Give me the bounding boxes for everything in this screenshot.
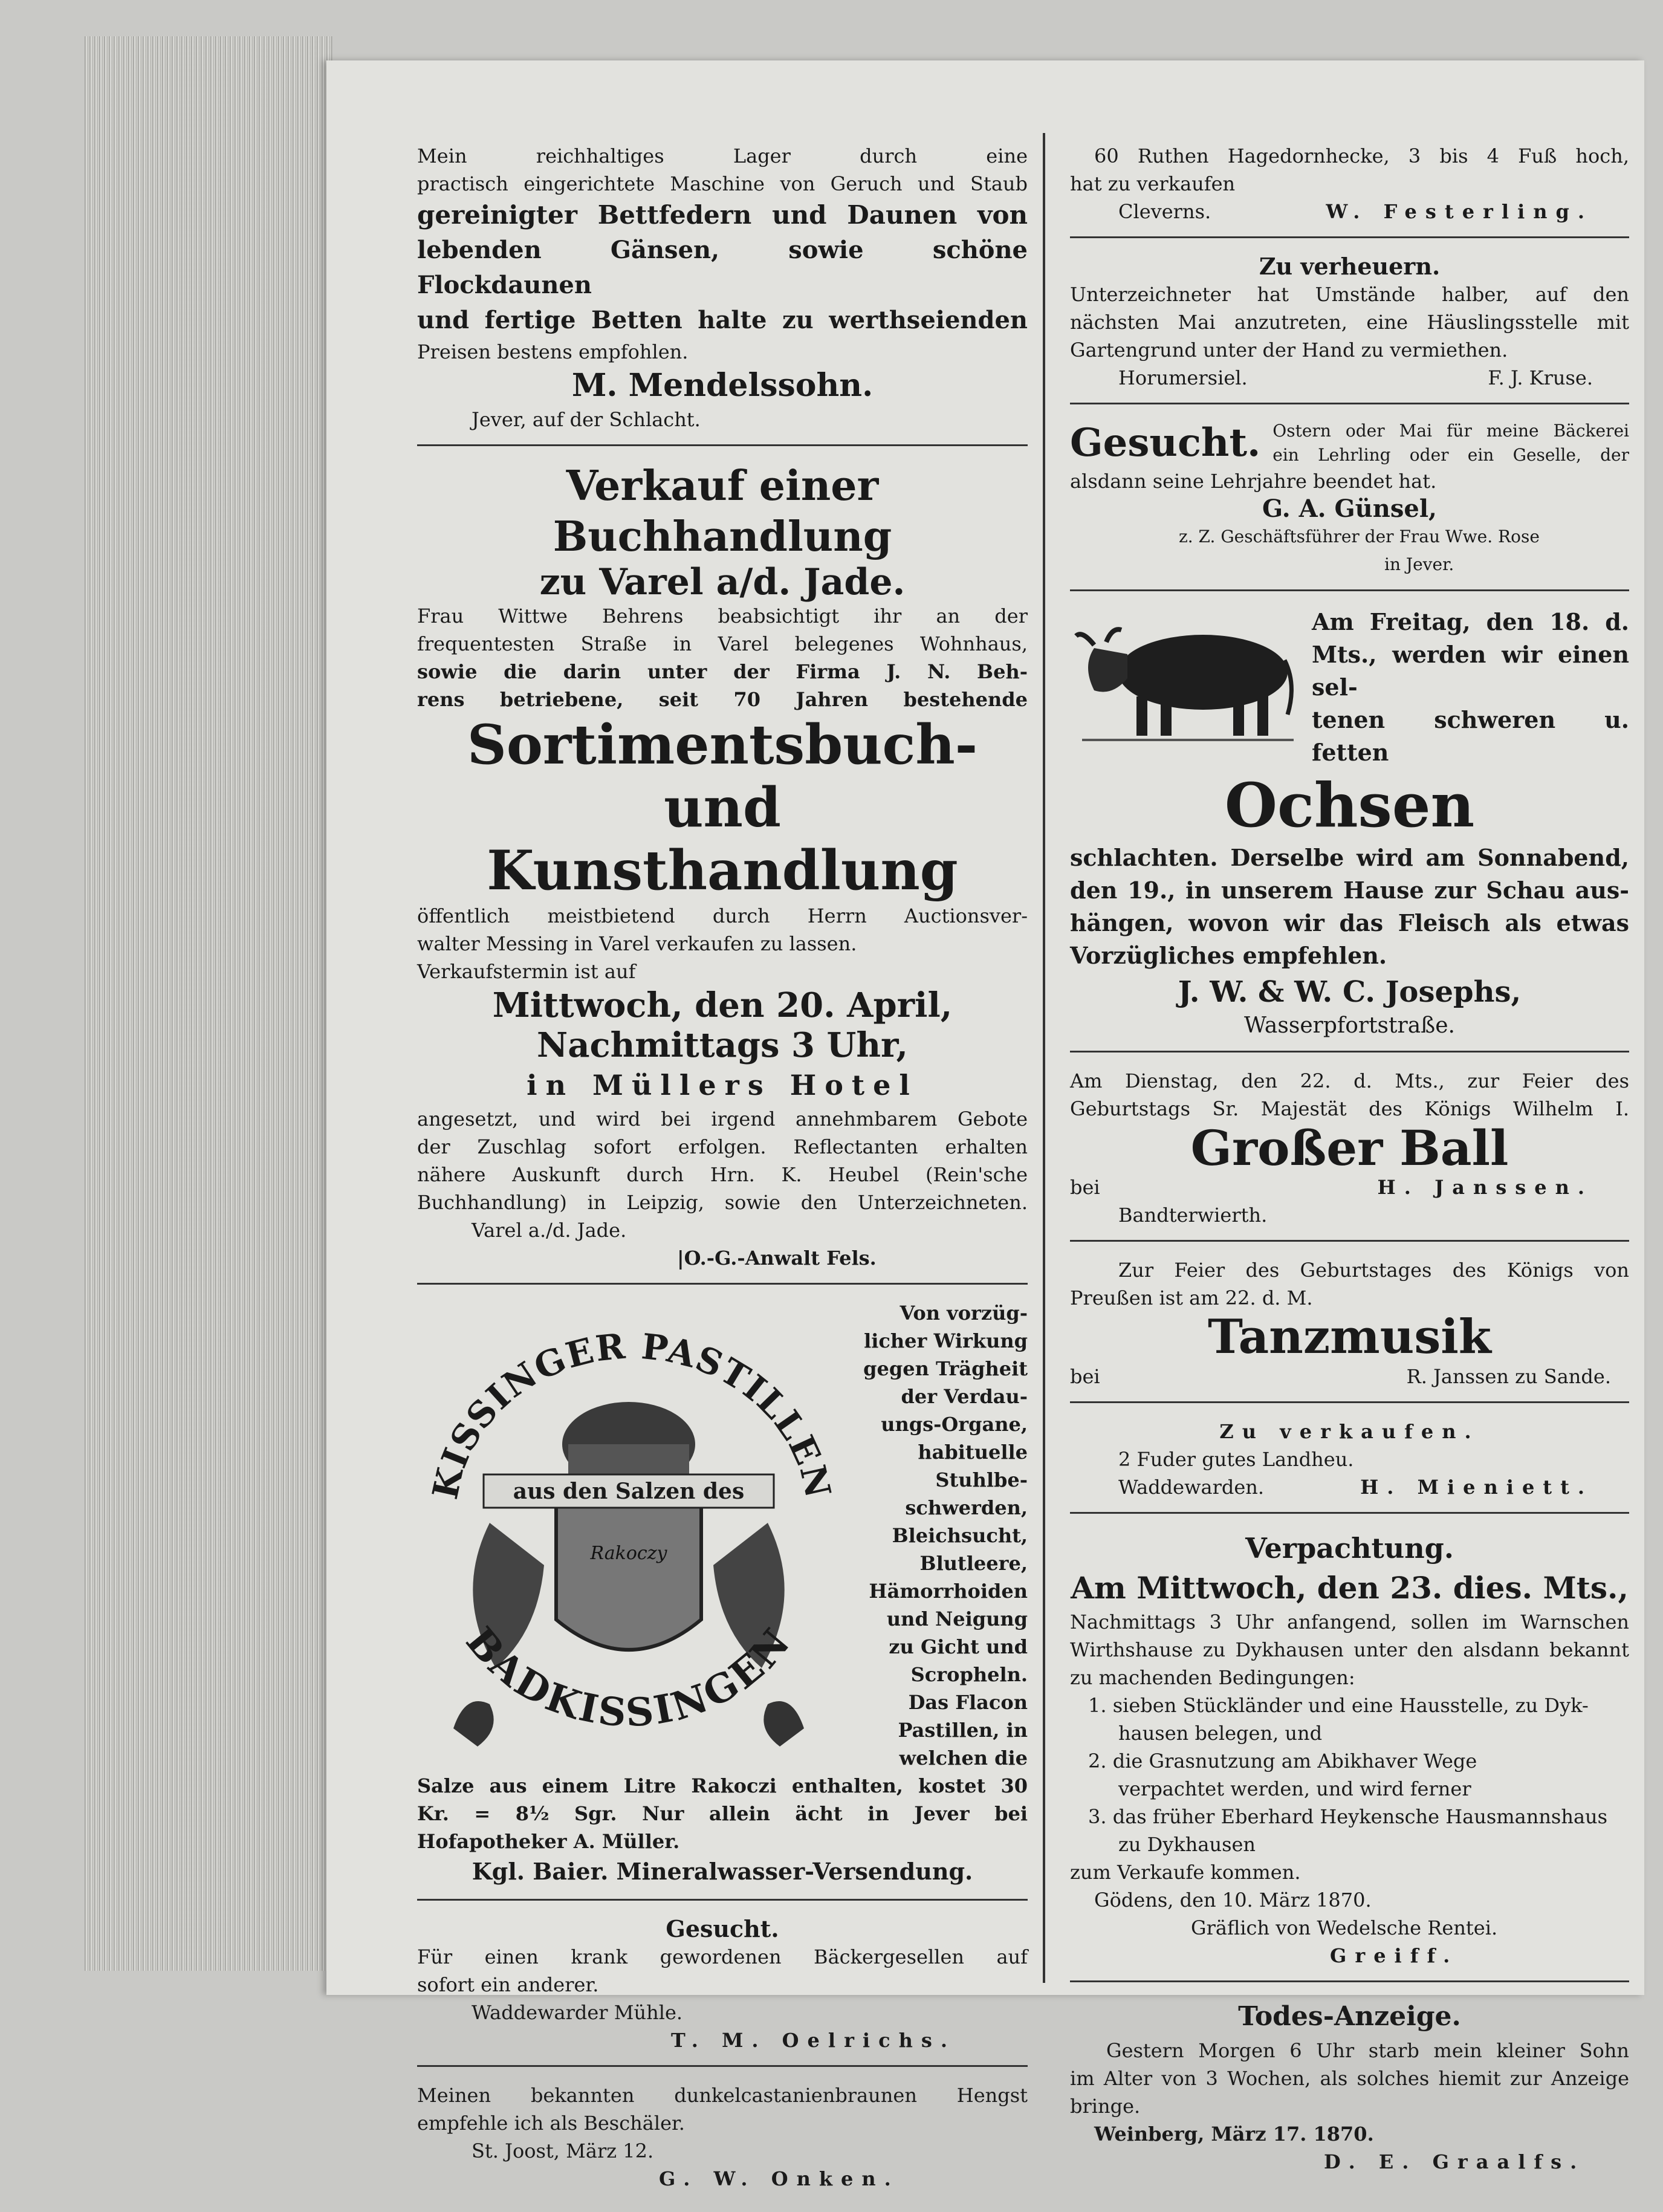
ad-signer: |O.-G.-Anwalt Fels. [677,1247,877,1270]
ad-tanzmusik [1070,1250,1629,1403]
ad-big-line: Sortimentsbuch- und [467,713,978,840]
emblem-bottom-text: BADKISSINGEN [456,1618,801,1736]
ad-line: ein Lehrling oder ein Geselle, der [1272,445,1629,465]
ad-big-line: Tanzmusik [1208,1309,1491,1364]
ad-line: im Alter von 3 Wochen, als solches hiemit zur Anzeige [1070,2067,1629,2090]
ad-line: welchen die [899,1747,1028,1769]
ad-title: Zu verheuern. [1259,253,1441,280]
ad-footer: Kgl. Baier. Mineralwasser-Versendung. [472,1858,973,1885]
ad-line: angesetzt, und wird bei irgend annehmbarem Gebote [417,1108,1028,1130]
ad-date: Mittwoch, den 20. April, [492,985,953,1025]
ad-signer: H. Mieniett. [1360,1476,1593,1499]
ad-line: hat zu verkaufen [1070,172,1236,195]
ad-name: M. Mendelssohn. [571,367,874,404]
ad-subtitle: zu Varel a/d. Jade. [539,561,906,603]
ad-place: Waddewarder Mühle. [472,2001,683,2024]
ox-icon [1070,612,1300,751]
ad-line: gereinigter Bettfedern und Daunen von [417,200,1028,230]
ad-date-line: Gödens, den 10. März 1870. [1094,1889,1372,1912]
ad-big-line: Kunsthandlung [487,838,958,903]
ad-signer: J. W. & W. C. Josephs, [1178,975,1522,1009]
ad-line: und fertige Betten halte zu werthseienden [417,306,1028,334]
newspaper-page [326,60,1644,2190]
ad-line: 2 Fuder gutes Landheu. [1118,1448,1354,1471]
ad-line: Pastillen, in [898,1719,1028,1742]
ad-line: Buchhandlung) in Leipzig, sowie den Unterzeichneten. [417,1191,1028,1214]
ad-title: Verkauf einer Buchhandlung [553,462,892,561]
ad-signer: W. Festerling. [1326,200,1593,223]
ad-date-line: Weinberg, März 17. 1870. [1094,2123,1374,2146]
ad-line: Scropheln. [910,1663,1028,1686]
left-column [417,136,1028,2212]
ad-line: zu machenden Bedingungen: [1070,1666,1355,1689]
ad-line: Verkaufstermin ist auf [417,960,636,983]
ad-line: Frau Wittwe Behrens beabsichtigt ihr an der [417,605,1028,628]
ad-line: ungs-Organe, [881,1413,1028,1436]
ad-list-item: 2. die Grasnutzung am Abikhaver Wege [1088,1750,1477,1773]
ad-signer-role: z. Z. Geschäftsführer der Frau Wwe. Rose [1179,527,1540,547]
ad-line: Am Dienstag, den 22. d. Mts., zur Feier des [1070,1069,1629,1092]
ad-signer: G. A. Günsel, [1262,495,1437,523]
ad-list-item: zu Dykhausen [1118,1833,1256,1856]
ad-line: Von vorzüg- [900,1302,1028,1325]
ad-title: Todes-Anzeige. [1238,2001,1461,2032]
ad-line: Zur Feier des Geburtstages des Königs von [1118,1259,1629,1282]
ad-signer: G. W. Onken. [659,2167,900,2190]
ad-line: der Zuschlag sofort erfolgen. Reflectanten erhalten [417,1135,1028,1158]
ad-place: Horumersiel. [1118,366,1248,389]
ad-line: Mts., werden wir einen sel- [1312,641,1629,701]
ad-gesucht-lehrling [1070,413,1629,591]
ad-line: Geburtstags Sr. Majestät des Königs Wilhelm I. [1070,1097,1629,1120]
ad-line: Gartengrund unter der Hand zu vermiethen. [1070,339,1508,362]
book-page-edges [85,36,332,1971]
ad-line: licher Wirkung [864,1329,1028,1352]
ad-place: Waddewarden. [1118,1476,1265,1499]
ad-kissinger [417,1293,1028,1901]
ad-line: sowie die darin unter der Firma J. N. Beh- [417,660,1028,683]
ad-place: Jever, auf der Schlacht. [472,408,701,431]
ad-line: tenen schweren u. fetten [1312,706,1629,766]
ad-line: Ostern oder Mai für meine Bäckerei [1272,421,1629,441]
ad-line: lebenden Gänsen, sowie schöne Flockdaunen [417,236,1028,299]
ad-place: Varel a./d. Jade. [472,1219,627,1242]
ad-line: Stuhlbe- [935,1468,1028,1491]
ad-list-item: verpachtet werden, und wird ferner [1118,1777,1471,1800]
ad-line: Hofapotheker A. Müller. [417,1830,680,1853]
ad-list-item: 1. sieben Stückländer und eine Hausstelle, zu Dyk- [1088,1694,1589,1717]
ad-office: Gräflich von Wedelsche Rentei. [1191,1916,1498,1939]
emblem-top-text: KISSINGER PASTILLEN [424,1325,840,1503]
ad-hecke [1070,136,1629,238]
ad-signer: F. J. Kruse. [1488,366,1593,389]
ad-title: Verpachtung. [1245,1532,1454,1565]
ad-line: gegen Trägheit [863,1357,1028,1380]
ad-verheuern [1070,247,1629,404]
ad-line: Gestern Morgen 6 Uhr starb mein kleiner Sohn [1106,2039,1629,2062]
ad-bei: bei [1070,1365,1100,1388]
emblem-name-text: Rakoczy [590,1543,667,1564]
ad-line: Blutleere, [919,1552,1028,1575]
ad-line: habituelle [918,1441,1028,1464]
ad-line: der Verdau- [901,1385,1028,1408]
ad-line: Salze aus einem Litre Rakoczi enthalten, kostet 30 [417,1774,1028,1797]
kissinger-emblem-icon [417,1305,840,1765]
ad-big-line: Ochsen [1224,770,1475,841]
ad-line: empfehle ich als Beschäler. [417,2112,685,2135]
ad-signer: R. Janssen zu Sande. [1406,1365,1611,1388]
ad-verpachtung [1070,1522,1629,1982]
ad-line: Preußen ist am 22. d. M. [1070,1286,1313,1309]
ad-line: frequentesten Straße in Varel belegenes Wohnhaus, [417,632,1028,655]
ad-line: Wirthshause zu Dykhausen unter den alsdann bekannt [1070,1638,1629,1661]
ad-line: alsdann seine Lehrjahre beendet hat. [1070,470,1437,493]
ad-line: walter Messing in Varel verkaufen zu lassen. [417,932,857,955]
ad-line: zu Gicht und [889,1635,1028,1658]
ad-place: St. Joost, März 12. [472,2139,654,2162]
ad-line: nächsten Mai anzutreten, eine Häuslingsstelle mit [1070,311,1629,334]
ad-line: Kr. = 8½ Sgr. Nur allein ächt in Jever bei [417,1802,1028,1825]
ad-big-line: Großer Ball [1190,1120,1509,1176]
ad-line: nähere Auskunft durch Hrn. K. Heubel (Rein'sche [417,1163,1028,1186]
ad-line: zum Verkaufe kommen. [1070,1861,1301,1884]
ad-title: Gesucht. [1070,420,1261,465]
ad-date: in Müllers Hotel [527,1069,918,1101]
ad-title: Gesucht. [666,1915,779,1942]
ad-line: Unterzeichneter hat Umstände halber, auf den [1070,283,1629,306]
ad-signer: D. E. Graalfs. [1324,2150,1586,2173]
ad-bei: bei [1070,1176,1100,1199]
ad-todes-anzeige [1070,1991,1629,2187]
ad-line: Mein reichhaltiges Lager durch eine [417,144,1028,167]
ad-mendelssohn [417,136,1028,446]
ad-place: Cleverns. [1118,200,1211,223]
ad-line: sofort ein anderer. [417,1973,599,1996]
ad-street: Wasserpfortstraße. [1244,1013,1455,1038]
ad-title: Zu verkaufen. [1219,1420,1480,1443]
ad-list-item: hausen belegen, und [1118,1722,1323,1745]
ad-ochsen [1070,600,1629,1052]
ad-line: 60 Ruthen Hagedornhecke, 3 bis 4 Fuß hoch, [1094,144,1629,167]
ad-line: Für einen krank gewordenen Bäckergesellen auf [417,1945,1028,1968]
ad-signer: H. Janssen. [1377,1176,1593,1199]
ad-line: schwerden, [905,1496,1028,1519]
ad-line: Am Freitag, den 18. d. [1312,608,1629,635]
ad-date: Nachmittags 3 Uhr, [537,1025,908,1065]
ad-line: Hämorrhoiden [869,1580,1028,1603]
ad-hengst [417,2075,1028,2204]
ad-line: bringe. [1070,2095,1141,2118]
ad-line: Vorzügliches empfehlen. [1070,942,1387,969]
ad-line: Preisen bestens empfohlen. [417,340,689,363]
ad-list-item: 3. das früher Eberhard Heykensche Hausmannshaus [1088,1805,1608,1828]
ad-date: Am Mittwoch, den 23. dies. Mts., [1071,1570,1629,1606]
column-divider [1043,133,1045,1983]
ad-line: Meinen bekannten dunkelcastanienbraunen Hengst [417,2084,1028,2107]
ad-line: und Neigung [886,1607,1028,1630]
ad-line: den 19., in unserem Hause zur Schau aus- [1070,877,1629,904]
ad-signer: T. M. Oelrichs. [671,2029,956,2052]
ad-ball [1070,1061,1629,1242]
ad-line: practisch eingerichtete Maschine von Geruch und Staub [417,172,1028,195]
ad-line: Nachmittags 3 Uhr anfangend, sollen im Warnschen [1070,1610,1629,1633]
ad-line: öffentlich meistbietend durch Herrn Auctionsver- [417,904,1028,927]
ad-line: hängen, wovon wir das Fleisch als etwas [1070,909,1629,936]
emblem-mid-text: aus den Salzen des [513,1479,745,1504]
ad-role: Bandterwierth. [1118,1204,1268,1227]
ad-signer: Greiff. [1330,1944,1459,1967]
ad-line: schlachten. Derselbe wird am Sonnabend, [1070,844,1629,871]
ad-line: rens betriebene, seit 70 Jahren bestehende [417,688,1028,711]
ad-gesucht-baecker [417,1909,1028,2067]
ad-landheu [1070,1412,1629,1514]
ad-line: Das Flacon [908,1691,1028,1714]
ad-signer-place: in Jever. [1384,554,1454,574]
ad-line: Bleichsucht, [892,1524,1028,1547]
ad-buchhandlung [417,455,1028,1285]
right-column [1070,136,1629,2195]
